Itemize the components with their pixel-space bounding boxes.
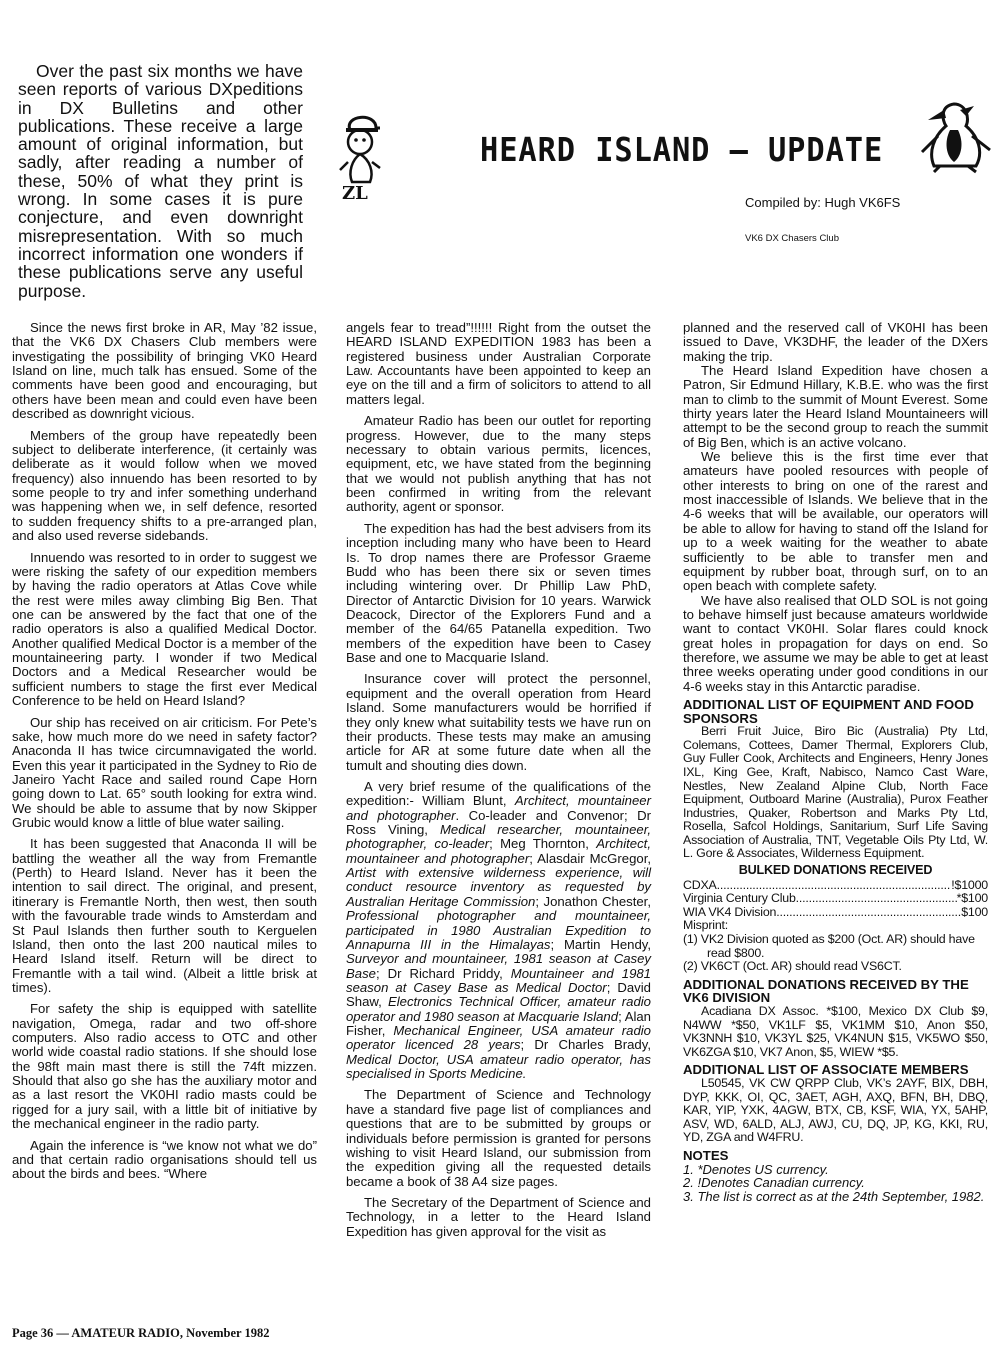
vk6-donations-heading: ADDITIONAL DONATIONS RECEIVED BY THE VK6 DIVISION: [683, 976, 969, 1006]
col1-paragraph: For safety the ship is equipped with satellite navigation, Omega, radar and two off-shore computers. Also radio access to OTC and other world wide coastal radio stations. If she should lose the 98ft main mast there is still the 74ft mizzen. Should that also go she has the auxiliary motor and as a last resort the VK0HI radio masts could be rigged for a jury sail, with a little bit of initiative by the mechanical engineer in the radio party.: [12, 1001, 317, 1132]
col3-paragraph: The Heard Island Expedition have chosen a Patron, Sir Edmund Hillary, K.B.E. who was the first man to climb to the summit of Mount Everest. Some thirty years later the Heard Island Mountaineers will attempt to be the second group to reach the summit of Big Ben, which is an active volcano.: [683, 363, 988, 450]
vk6-donations-list: Acadiana DX Assoc. *$100, Mexico DX Club $9, N4WW *$50, VK1LF $5, VK1MM $10, Anon $50, VK3NNH $10, VK3YL $25, VK4NUN $15, VK5WO $50, VK6ZGA $10, VK7 Anon, $5, WIEW *$5.: [683, 1004, 988, 1059]
col1-paragraph: Since the news first broke in AR, May ’82 issue, that the VK6 DX Chasers Club members were investigating the possibility of bringing VK0 Heard Island on line, much talk has ensued. Some of the comments have been good and encouraging, but others have been mean and could even have been described as downright vicious.: [12, 320, 317, 422]
associate-members-list: L50545, VK CW QRPP Club, VK’s 2AYF, BIX, DBH, DYP, KKK, OI, QC, 3AET, AGH, AXQ, BFN, BH, DBQ, KAR, YIP, YXK, 4AGW, BTX, CB, KSF, WIA, YX, 5AHP, ASV, WD, 6ALD, ALJ, AWJ, CU, DQ, JP, KG, KKI, RU, YD, ZGA and W4FRU.: [683, 1075, 988, 1145]
col1-paragraph: It has been suggested that Anaconda II will be battling the weather all the way from Fremantle (Perth) to Heard Island. Never has it been the intention to sail direct. The original, and present, itinerary is Fremantle North, then west, then south with the favourable trade winds to Amsterdam and St Paul Islands then further south to Kerguelen Island, then onto the last 200 nautical miles to Heard Island itself. Return will be direct to Fremantle with a tail wind. (Albeit a little brisk at times).: [12, 836, 317, 995]
sponsors-list: Berri Fruit Juice, Biro Bic (Australia) Pty Ltd, Colemans, Cottees, Damer Thermal, Explorers Club, Guy Fuller Cook, Architects and Engineers, Henry Jones IXL, King Gee, Kraft, Nabisco, Namco Cast Ware, Nestles, New Zealand Alpine Club, North Face Equipment, Outboard Marine (Australia), Purox Feather Industries, Quaker, Robertson and Marks Pty Ltd, Rosella, Safcol Holdings, Sanitarium, Surf Life Saving Association of Australia, TNT, Vegetable Oils Pty Ltd, W. L. Gore & Associates, Wilderness Equipment.: [683, 724, 988, 861]
col3-paragraph: planned and the reserved call of VK0HI has been issued to Dave, VK3DHF, the leader of the DXers making the trip.: [683, 320, 988, 364]
col2-paragraph: The Secretary of the Department of Science and Technology, in a letter to the Heard Island Expedition has given approval for the visit as: [346, 1195, 651, 1239]
col1-paragraph: Our ship has received on air criticism. For Pete’s sake, how much more do we need in safety factor? Anaconda II has twice circumnavigated the world. Even this year it participated in the Sydney to Rio de Janeiro Yacht Race and sailed round Cape Horn going down to Lat. 65° south looking for extra wind. We should be able to assume that by now Skipper Grubic would know a little of blue water sailing.: [12, 714, 317, 830]
donations-section: [683, 698, 988, 1203]
compiled-by: Compiled by: Hugh VK6FS: [745, 195, 901, 210]
col1-paragraph: Members of the group have repeatedly been subject to deliberate interference, (it certainly was deliberate as it would follow when we moved frequency) also innuendo has been resorted to by some people to try and infer something underhand was happening when we, in self defence, resorted to sudden frequency shifts to a pre-arranged plan, and also used reverse sidebands.: [12, 427, 317, 543]
col2-paragraph: Insurance cover will protect the personnel, equipment and the overall operation from Heard Island. Some manufacturers would be horrified if they only knew what suitability tests we have run on their products. These tests may make an amusing article for AR at some future date when all the tumult and shouting dies down.: [346, 671, 651, 773]
col2-paragraph: The Department of Science and Technology have a standard five page list of compliances and questions that are to be submitted by groups or individuals before permission is granted for persons wishing to visit Heard Island, our submission from the expedition giving all the requested details became a book of 38 A4 size pages.: [346, 1087, 651, 1189]
notes-heading: NOTES: [683, 1147, 729, 1163]
qualifications-paragraph: A very brief resume of the qualifications of the expedition:- William Blunt, Architect, mountaineer and photographer. Co-leader and Convenor; Dr Ross Vining, Medical researcher, mountaineer, photographer, co-leader; Meg Thornton, Architect, mountaineer and photographer; Alasdair McGregor, Artist with extensive wilderness experience, will conduct resource inventory as requested by Australian Heritage Commission; Jonathon Chester, Professional photographer and mountaineer, participated in 1980 Australian Expedition to Annapurna III in the Himalayas; Martin Hendy, Surveyor and mountaineer, 1981 season at Casey Base; Dr Richard Priddy, Mountaineer and 1981 season at Casey Base as Medical Doctor; David Shaw, Electronics Technical Officer, amateur radio operator and 1980 season at Macquarie Island; Alan Fisher, Mechanical Engineer, USA amateur radio operator licenced 28 years; Dr Charles Brady, Medical Doctor, USA amateur radio operator, has specialised in Sports Medicine.: [346, 779, 652, 1081]
associate-members-heading: ADDITIONAL LIST OF ASSOCIATE MEMBERS: [683, 1062, 969, 1078]
col2-paragraph: Amateur Radio has been our outlet for reporting progress. However, due to the many steps necessary to obtain various permits, licences, equipment, etc, we have stated from the beginning that we would not publish anything that has not been confirmed in writing from the relevant authority, agent or sponsor.: [346, 413, 651, 515]
col2-paragraph: angels fear to tread”!!!!!! Right from the outset the HEARD ISLAND EXPEDITION 1983 has been a registered business under Australian Corporate Law. Accountants have been appointed to keep an eye on the till and a firm of solicitors to attend to all matters legal.: [346, 320, 651, 407]
intro-paragraph: Over the past six months we have seen reports of various DXpeditions in DX Bulletins and other publications. These receive a large amount of original information, but sadly, after reading a number of these, 50% of what they print is wrong. In some cases it is pure conjecture, and even downright misrepresentation. With so much incorrect information one wonders if these publications serve any useful purpose.: [18, 61, 303, 301]
donation-row: WIA VK4 Division ..... $100: [683, 906, 988, 920]
donation-row: Virginia Century Club ..... *$100: [683, 892, 988, 906]
col2-paragraph: The expedition has had the best advisers from its inception including many who have been to Heard Is. To drop names there are Professor Graeme Budd who has been there six or seven times including wintering over. Dr Phillip Law PhD, Director of Antarctic Division for 10 years. Warwick Deacock, Director of the Explorers Fund and a member of the 64/65 Patanella expedition. Two members of the expedition have been to Casey Base and one to Macquarie Island.: [346, 520, 651, 665]
notes-list: 1. *Denotes US currency. 2. !Denotes Canadian currency. 3. The list is correct as at the 24th September, 1982.: [683, 1161, 985, 1204]
donation-row: CDXA ..... !$1000: [683, 879, 988, 893]
col3-paragraph: We have also realised that OLD SOL is not going to behave himself just because amateurs worldwide want to contact VK0HI. Solar flares could knock great holes in propagation for days on end. So therefore, we assume we may be able to get at least three weeks operating under good conditions in our 4-6 weeks stay in this Antarctic paradise.: [683, 592, 988, 694]
club-name: VK6 DX Chasers Club: [745, 233, 839, 244]
col1-paragraph: Again the inference is “we know not what we do” and that certain radio organisations should tell us about the birds and bees. “Where: [12, 1137, 317, 1182]
page-footer: Page 36 — AMATEUR RADIO, November 1982: [12, 1326, 270, 1340]
sponsors-heading: ADDITIONAL LIST OF EQUIPMENT AND FOOD SPONSORS: [683, 696, 974, 726]
figure-caption: ZL: [342, 183, 368, 202]
col3-paragraph: We believe this is the first time ever that amateurs have pooled resources with people of other interests to bring on one of the rarest and most inaccessible of Islands. We believe that in the 4-6 weeks that will be available, our operators will be able to allow for having to stand off the Island for up to a week waiting for the weather to abate sufficiently to be able to transfer men and equipment by rubber boat, through surf, on to an open beach with complete safety.: [683, 449, 988, 594]
cartoon-figure-icon: [336, 110, 386, 202]
bulked-donations-heading: BULKED DONATIONS RECEIVED: [738, 863, 933, 878]
article-title: HEARD ISLAND — UPDATE: [480, 130, 884, 169]
penguin-icon: [920, 100, 992, 174]
column-3: [683, 321, 988, 1203]
column-2: [346, 321, 651, 1246]
misprint-notes: Misprint: (1) VK2 Division quoted as $200 (Oct. AR) should have read $800. (2) VK6CT (Oct. AR) should read VS6CT.: [683, 918, 975, 974]
col1-paragraph: Innuendo was resorted to in order to suggest we were risking the safety of our expedition members by having the radio operators at Atlas Cove while the rest were miles away climbing Big Ben. That one can be answered by the fact that one of the radio operators is also a qualified Medical Doctor. Another qualified Medical Doctor is a member of the mountaineering party. I wonder if two Medical Doctors and a Medical Researcher would be sufficient numbers to stage the first ever Medical Conference to be held on Heard Island?: [12, 549, 317, 708]
column-1: [12, 321, 317, 1189]
